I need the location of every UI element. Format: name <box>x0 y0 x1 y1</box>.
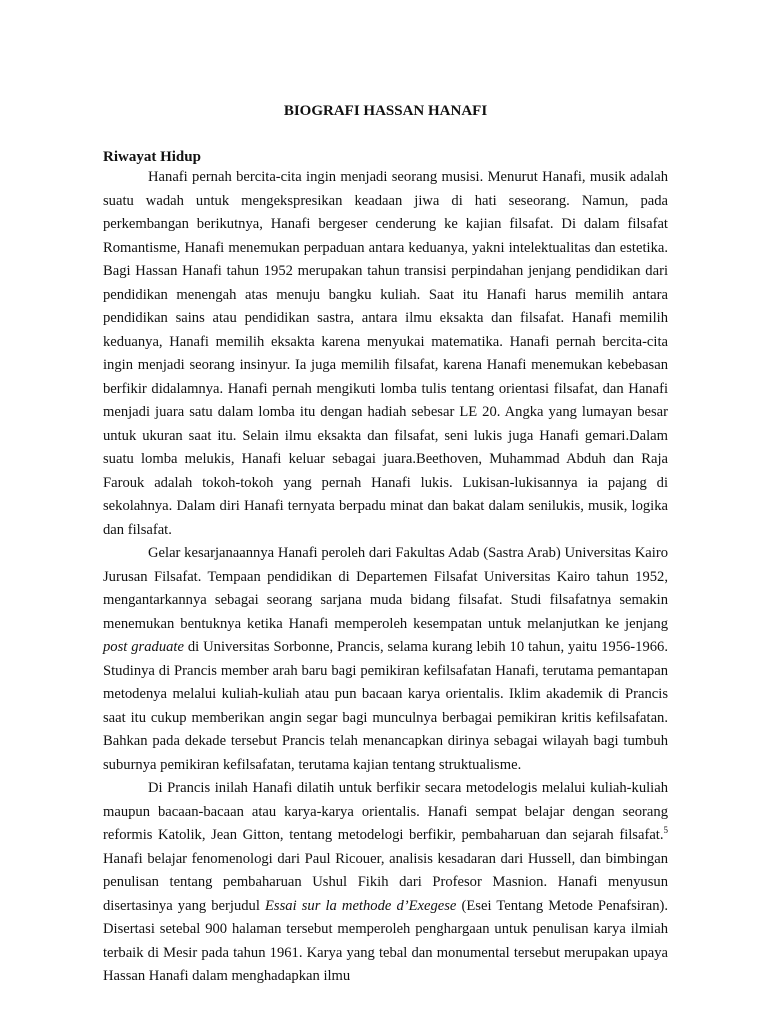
paragraph-3-text-b: Hanafi belajar fenomenologi dari Paul Ricouer, analisis kesadaran dari Hussell, dan bimbingan penulisan tentang pembaharuan Ushul Fikih dari Profesor Masnion. Hanafi menyusun disertasinya yang berjudul <box>103 850 668 914</box>
paragraph-3 <box>103 777 668 989</box>
paragraph-1 <box>103 166 668 542</box>
paragraph-3-italic-title: Essai sur la methode d’Exegese <box>265 897 457 914</box>
paragraph-1-text: Hanafi pernah bercita-cita ingin menjadi seorang musisi. Menurut Hanafi, musik adalah suatu wadah untuk mengekspresikan keadaan jiwa di hati seseorang. Namun, pada perkembangan berikutnya, Hanafi bergeser cenderung ke kajian filsafat. Di dalam filsafat Romantisme, Hanafi menemukan perpaduan antara keduanya, yakni intelektualitas dan estetika. Bagi Hassan Hanafi tahun 1952 merupakan tahun transisi perpindahan jenjang pendidikan dari pendidikan menengah atas menuju bangku kuliah. Saat itu Hanafi harus memilih antara pendidikan sains atau pendidikan sastra, antara ilmu eksakta dan filsafat. Hanafi memilih keduanya, Hanafi memilih eksakta karena menyukai matematika. Hanafi pernah bercita-cita ingin menjadi seorang insinyur. Ia juga memilih filsafat, karena Hanafi menemukan kebebasan berfikir didalamnya. Hanafi pernah mengikuti lomba tulis tentang orientasi filsafat, dan Hanafi menjadi juara satu dalam lomba itu dengan hadiah sebesar LE 20. Angka yang lumayan besar untuk ukuran saat itu. Selain ilmu eksakta dan filsafat, seni lukis juga Hanafi gemari.Dalam suatu lomba melukis, Hanafi keluar sebagai juara.Beethoven, Muhammad Abduh dan Raja Farouk adalah tokoh-tokoh yang pernah Hanafi lukis. Lukisan-lukisannya ia pajang di sekolahnya. Dalam diri Hanafi ternyata berpadu minat dan bakat dalam senilukis, musik, logika dan filsafat. <box>103 169 668 538</box>
document-title: BIOGRAFI HASSAN HANAFI <box>283 103 488 119</box>
paragraph-3-text-a: Di Prancis inilah Hanafi dilatih untuk berfikir secara metodelogis melalui kuliah-kuliah maupun bacaan-bacaan atau karya-karya orientalis. Hanafi sempat belajar dengan seorang reformis Katolik, Jean Gitton, tentang metodelogi berfikir, pembaharuan dan sejarah filsafat. <box>103 780 668 843</box>
paragraph-2 <box>103 542 668 777</box>
paragraph-3-text-c: (Esei Tentang Metode Penafsiran). Disertasi setebal 900 halaman tersebut memperoleh penghargaan untuk penulisan karya ilmiah terbaik di Mesir pada tahun 1961. Karya yang tebal dan monumental tersebut merupakan upaya Hassan Hanafi dalam menghadapkan ilmu <box>103 897 669 984</box>
paragraph-2-text-b: di Universitas Sorbonne, Prancis, selama kurang lebih 10 tahun, yaitu 1956-1966. Studinya di Prancis member arah baru bagi pemikiran kefilsafatan Hanafi, terutama pemantapan metodenya melalui kuliah-kuliah atau pun bacaan karya orientalis. Iklim akademik di Prancis saat itu cukup memberikan angin segar bagi munculnya berbagai pemikiran kritis kefilsafatan. Bahkan pada dekade tersebut Prancis telah menancapkan dirinya sebagai wilayah bagi tumbuh suburnya pemikiran kefilsafatan, terutama kajian tentang struktualisme. <box>103 639 669 773</box>
footnote-marker: 5 <box>663 825 668 836</box>
paragraph-2-text-a: Gelar kesarjanaannya Hanafi peroleh dari Fakultas Adab (Sastra Arab) Universitas Kairo Jurusan Filsafat. Tempaan pendidikan di Departemen Filsafat Universitas Kairo tahun 1952, mengantarkannya sebagai seorang sarjana muda bidang filsafat. Studi filsafatnya semakin menemukan bentuknya ketika Hanafi memperoleh kesempatan untuk melanjutkan ke jenjang <box>103 545 668 632</box>
paragraph-2-italic-term: post graduate <box>103 639 184 655</box>
section-heading: Riwayat Hidup <box>103 149 201 165</box>
document-body <box>103 166 668 989</box>
